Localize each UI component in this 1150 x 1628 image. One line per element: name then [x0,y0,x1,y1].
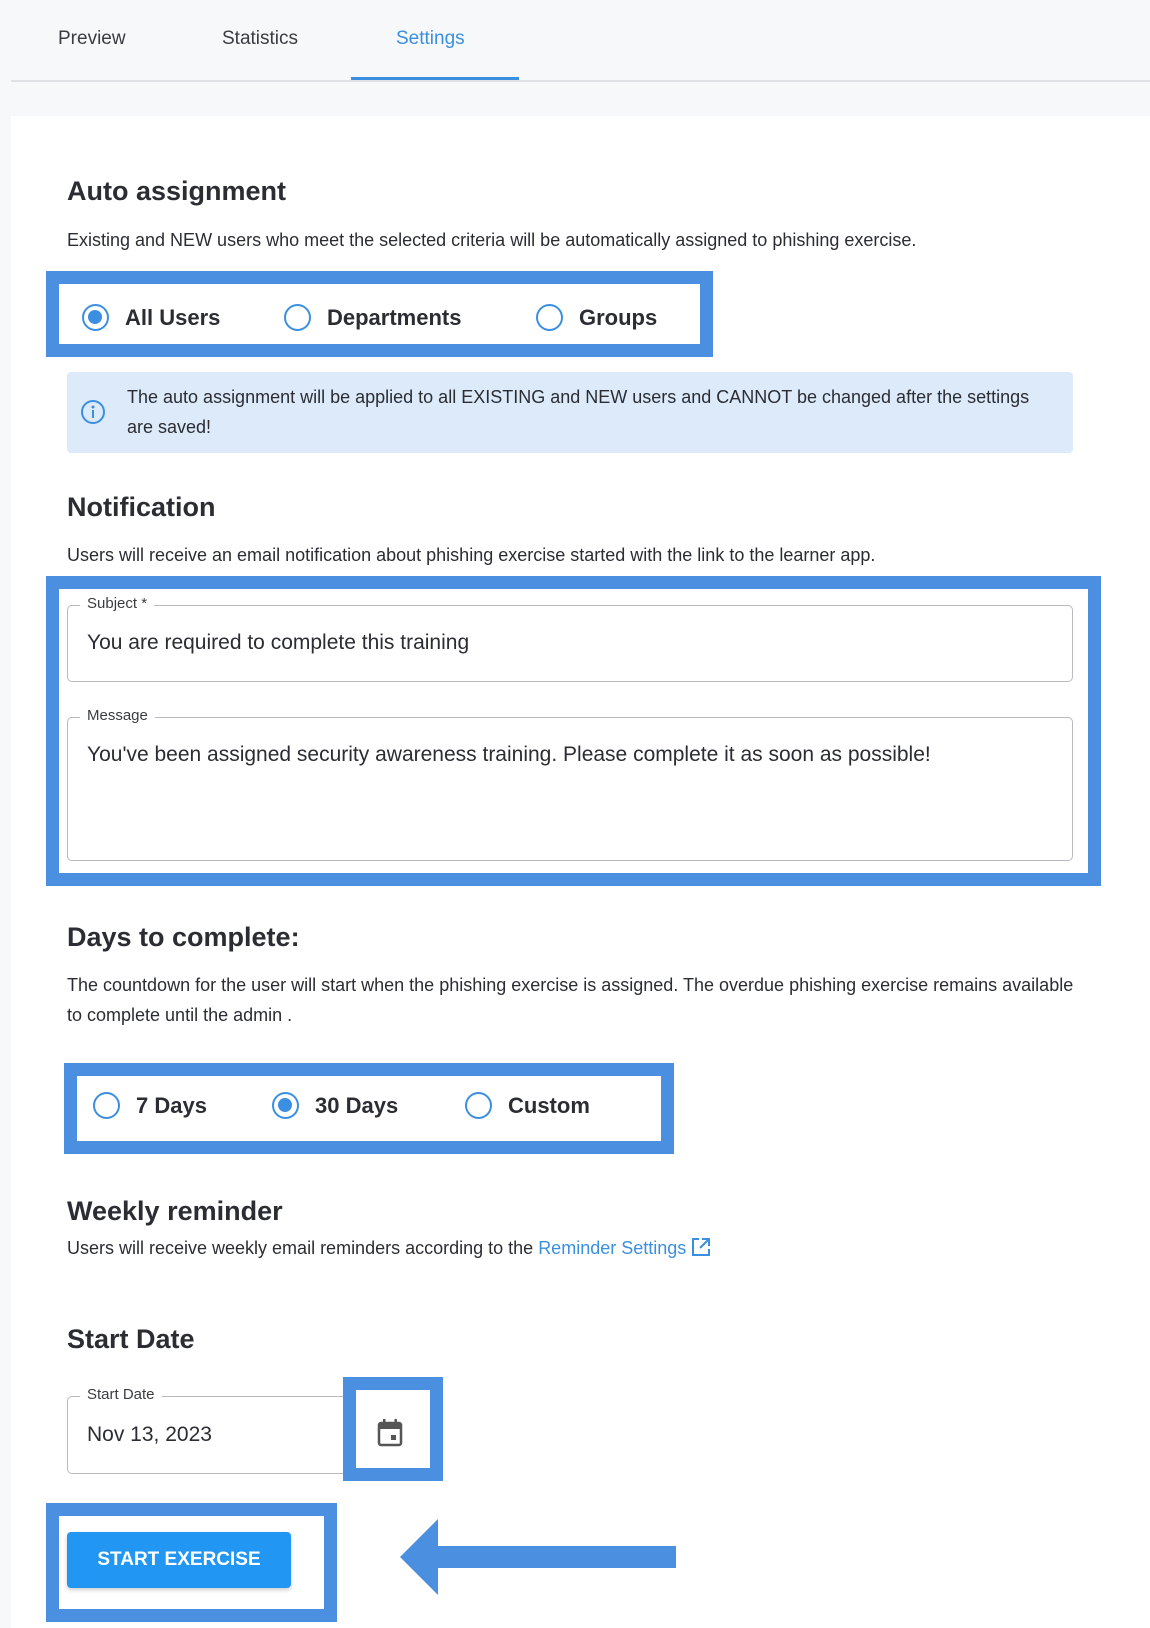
days-description: The countdown for the user will start when the phishing exercise is assigned. The overdue phishing exercise remains available to complete until the admin . [67,975,1074,1025]
start-exercise-button[interactable]: START EXERCISE [67,1532,291,1588]
radio-unchecked-icon [536,304,563,331]
message-textarea[interactable]: You've been assigned security awareness training. Please complete it as soon as possible! [87,743,931,766]
radio-groups[interactable] [536,304,657,331]
tab-statistics[interactable]: Statistics [222,28,299,49]
subject-input[interactable]: You are required to complete this training [87,631,470,654]
radio-label: Groups [579,304,658,330]
radio-checked-icon [82,304,109,331]
radio-checked-icon [272,1092,299,1119]
external-link-icon[interactable] [690,1236,712,1258]
message-field[interactable] [67,707,1073,861]
radio-label: 7 Days [136,1092,207,1118]
days-title: Days to complete: [67,922,300,952]
auto-assignment-title: Auto assignment [67,176,287,206]
radio-30-days[interactable] [272,1092,398,1119]
radio-7-days[interactable] [93,1092,207,1119]
weekly-reminder-title: Weekly reminder [67,1196,283,1226]
weekly-reminder-description [67,1233,1087,1263]
auto-assignment-description: Existing and NEW users who meet the selected criteria will be automatically assigned to phishing exercise. [67,230,917,250]
info-alert [67,372,1073,453]
message-label: Message [80,707,155,724]
tab-preview[interactable]: Preview [58,28,126,49]
tab-settings[interactable]: Settings [396,28,465,49]
radio-unchecked-icon [93,1092,120,1119]
arrow-left-icon [400,1519,678,1595]
info-text: The auto assignment will be applied to all EXISTING and NEW users and CANNOT be changed after the settings are saved! [127,387,1030,437]
radio-label: Departments [327,304,462,330]
radio-departments[interactable] [284,304,461,331]
weekly-text: Users will receive weekly email reminders according to the [67,1238,539,1258]
radio-label: All Users [125,304,221,330]
start-date-input[interactable]: Nov 13, 2023 [87,1423,212,1446]
start-date-title: Start Date [67,1324,195,1354]
radio-unchecked-icon [284,304,311,331]
radio-label: Custom [508,1092,590,1118]
active-tab-indicator [351,77,519,80]
info-icon [80,399,106,425]
notification-description: Users will receive an email notification about phishing exercise started with the link to the learner app. [67,545,876,565]
calendar-icon[interactable] [377,1419,403,1447]
subject-label: Subject * [80,595,154,612]
start-date-label: Start Date [80,1386,162,1403]
radio-all-users[interactable] [82,304,220,331]
radio-custom[interactable] [465,1092,590,1119]
tab-divider [11,80,1150,82]
radio-unchecked-icon [465,1092,492,1119]
notification-title: Notification [67,492,216,522]
radio-label: 30 Days [315,1092,399,1118]
reminder-settings-link[interactable]: Reminder Settings [538,1238,687,1258]
subject-field[interactable] [67,595,1073,682]
